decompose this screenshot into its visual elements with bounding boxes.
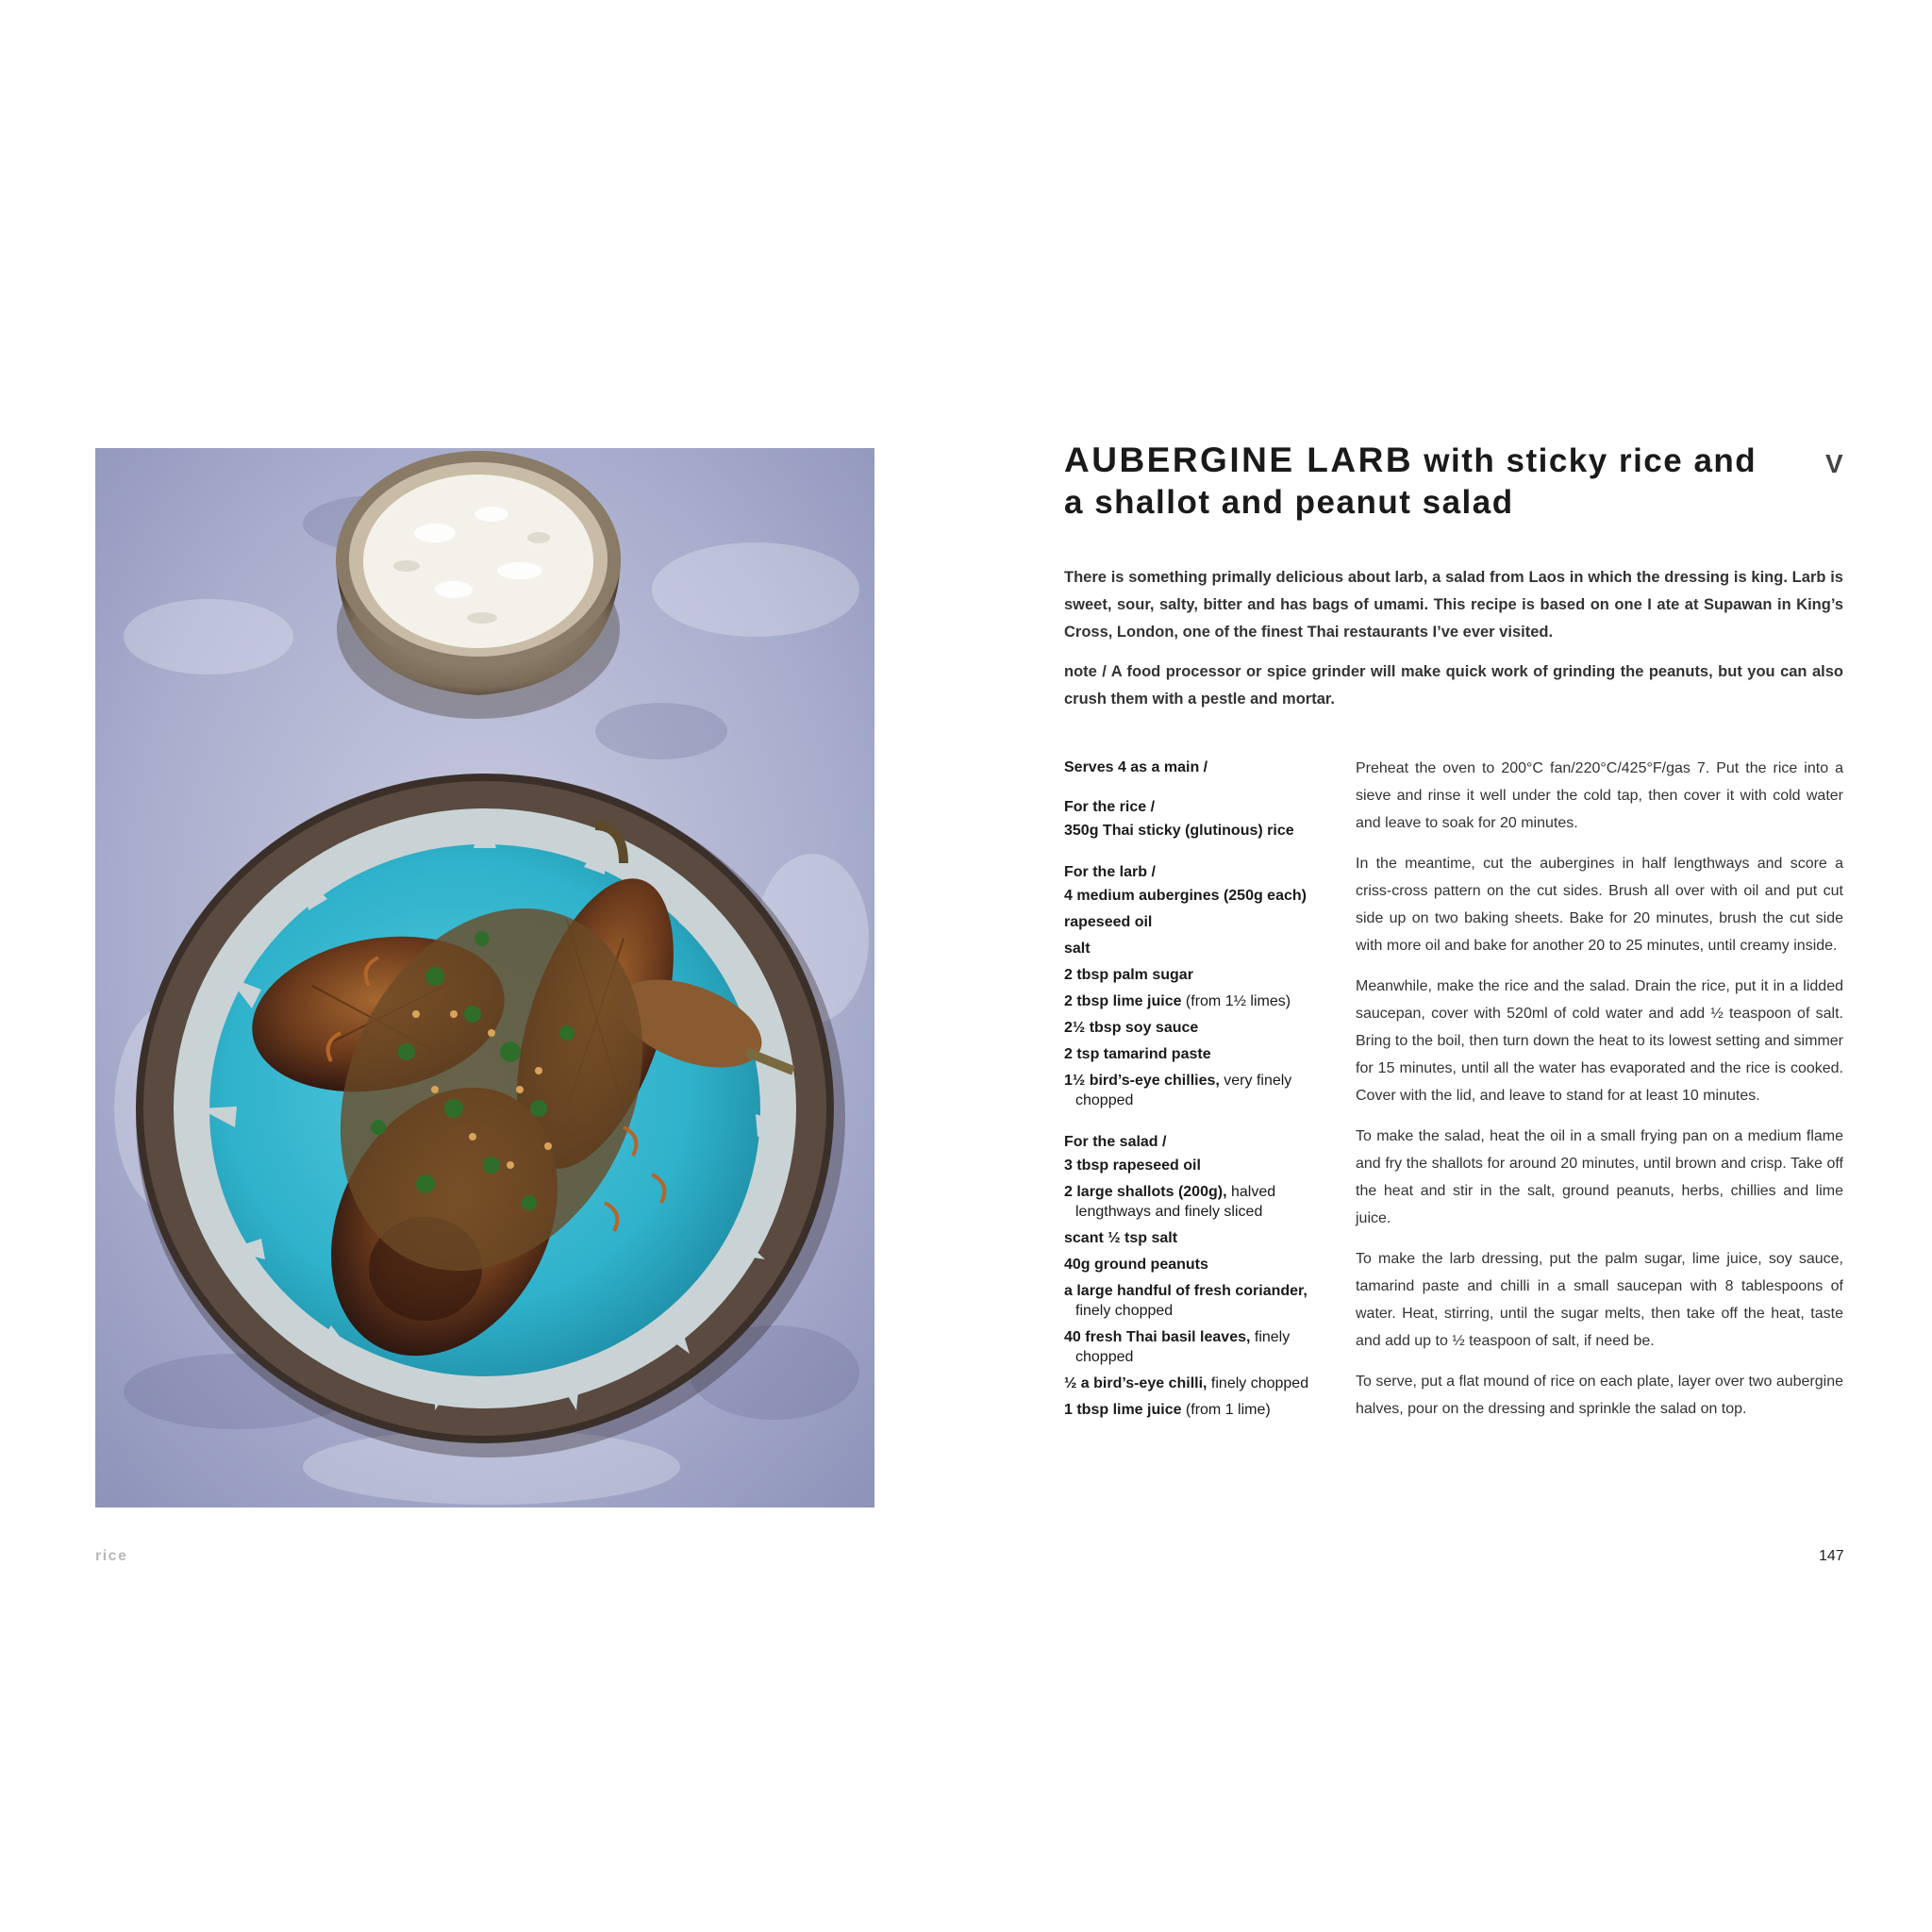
chapter-footer: rice [95, 1548, 128, 1564]
recipe-intro: There is something primally delicious about larb, a salad from Laos in which the dressing is king. Larb is sweet, sour, salty, bitter and has bags of umami. This recipe is based on one I ate at Supawan in King’s Cross, London, one of the finest Thai restaurants I’ve ever visited. [1064, 569, 1843, 641]
ingredient-item: 1 tbsp lime juice (from 1 lime) [1064, 1402, 1271, 1418]
recipe-title-main: AUBERGINE LARB [1064, 441, 1414, 479]
ingredient-item: 40g ground peanuts [1064, 1257, 1208, 1273]
ingredient-item: 2 large shallots (200g), halved lengthways and finely sliced [1064, 1184, 1276, 1220]
ingredients-column [1064, 755, 1338, 1439]
ingredient-item: rapeseed oil [1064, 914, 1153, 930]
ingredient-item: 4 medium aubergines (250g each) [1064, 888, 1307, 904]
ingredient-item: 2 tbsp palm sugar [1064, 967, 1193, 983]
ingredient-item: scant ½ tsp salt [1064, 1230, 1178, 1246]
method-step: In the meantime, cut the aubergines in half lengthways and score a criss-cross pattern on the cut sides. Brush all over with oil and put cut side up on two baking sheets. Bake for 20 minutes, brush the cut side with more oil and bake for another 20 to 25 minutes, until creamy inside. [1356, 856, 1843, 954]
ingredient-group-rice [1064, 794, 1338, 841]
ingredient-item: 1½ bird’s-eye chillies, very finely chopped [1064, 1073, 1292, 1108]
rice-bowl-illustration [336, 451, 621, 719]
ingredient-item: 2 tsp tamarind paste [1064, 1046, 1211, 1062]
ingredient-item: 350g Thai sticky (glutinous) rice [1064, 823, 1294, 839]
vegetarian-badge: V [1825, 449, 1843, 478]
dish-photo [95, 448, 874, 1507]
method-step: To serve, put a flat mound of rice on each plate, layer over two aubergine halves, pour on the dressing and sprinkle the salad on top. [1356, 1374, 1843, 1417]
method-step: To make the salad, heat the oil in a small frying pan on a medium flame and fry the shallots for around 20 minutes, until brown and crisp. Take off the heat and stir in the salt, ground peanuts, herbs, chillies and lime juice. [1356, 1128, 1843, 1226]
salad-heading: For the salad / [1064, 1134, 1167, 1150]
ingredient-group-salad [1064, 1129, 1338, 1420]
ingredient-item: a large handful of fresh coriander, finely chopped [1064, 1283, 1307, 1319]
ingredient-group-larb [1064, 859, 1338, 1110]
ingredient-item: 2½ tbsp soy sauce [1064, 1020, 1199, 1036]
ingredient-item: 40 fresh Thai basil leaves, finely chopped [1064, 1329, 1291, 1365]
serves-heading: Serves 4 as a main / [1064, 759, 1208, 775]
method-step: To make the larb dressing, put the palm sugar, lime juice, soy sauce, tamarind paste and chilli in a small saucepan with 8 tablespoons of water. Heat, stirring, until the sugar melts, then take off the heat, taste and add up to ½ teaspoon of salt, if need be. [1356, 1251, 1843, 1349]
recipe-title [1064, 440, 1781, 524]
recipe-note: note / A food processor or spice grinder will make quick work of grinding the peanuts, but you can also crush them with a pestle and mortar. [1064, 663, 1843, 708]
ingredient-item: salt [1064, 941, 1091, 957]
method-step: Preheat the oven to 200°C fan/220°C/425°F/gas 7. Put the rice into a sieve and rinse it well under the cold tap, then cover it with cold water and leave to soak for 20 minutes. [1356, 760, 1843, 831]
ingredient-item: ½ a bird’s-eye chilli, finely chopped [1064, 1375, 1309, 1391]
method-column [1356, 755, 1843, 1436]
larb-heading: For the larb / [1064, 864, 1156, 880]
page-number: 147 [1819, 1548, 1844, 1564]
rice-heading: For the rice / [1064, 799, 1156, 815]
recipe-title-sub-line2: a shallot and peanut salad [1064, 484, 1514, 521]
recipe-title-sub-line1: with sticky rice and [1413, 442, 1757, 479]
method-step: Meanwhile, make the rice and the salad. Drain the rice, put it in a lidded saucepan, cover with 520ml of cold water and add ½ teaspoon of salt. Bring to the boil, then turn down the heat to its lowest setting and simmer for 15 minutes, until all the water has evaporated and the rice is cooked. Cover with the lid, and leave to stand for at least 10 minutes. [1356, 978, 1843, 1104]
ingredient-item: 3 tbsp rapeseed oil [1064, 1158, 1201, 1174]
ingredient-item: 2 tbsp lime juice (from 1½ limes) [1064, 993, 1291, 1009]
